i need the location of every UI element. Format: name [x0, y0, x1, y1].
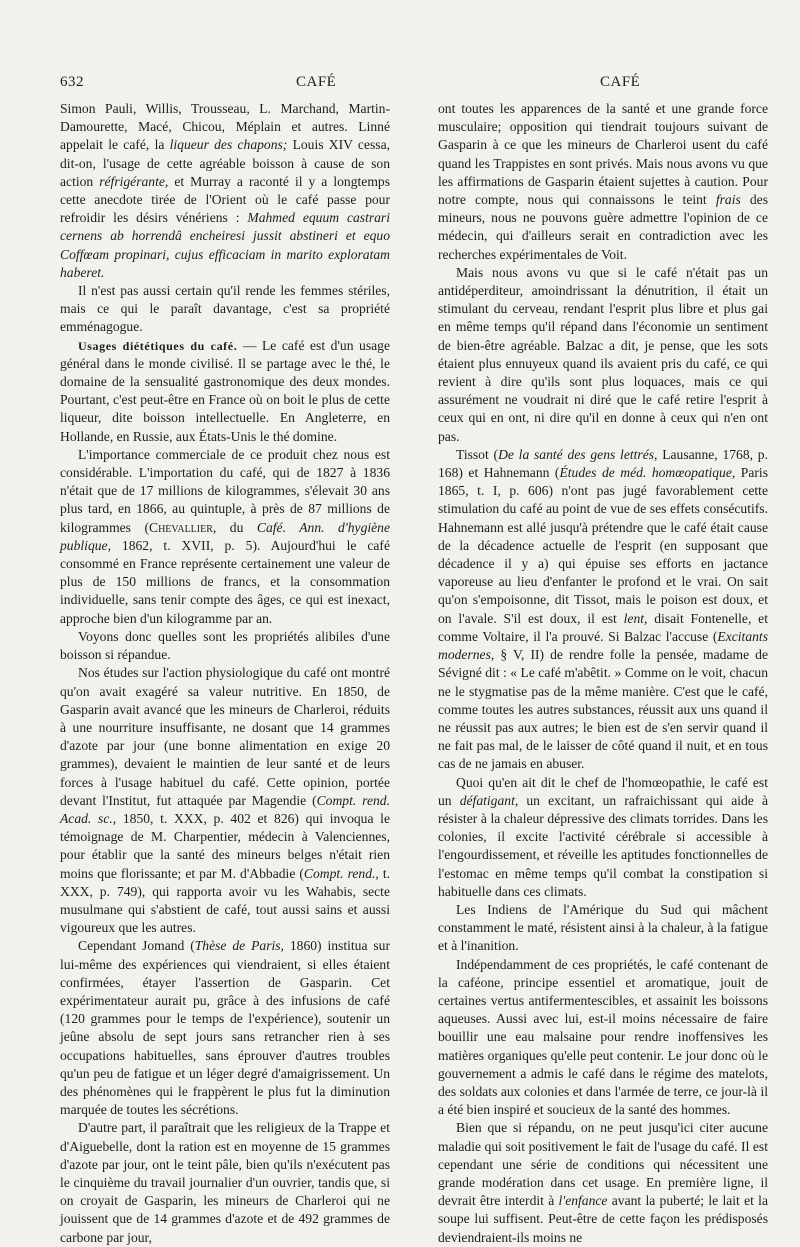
paragraph: Les Indiens de l'Amérique du Sud qui mâchent constamment le maté, résistent ainsi à la chaleur, à la fatigue et à l'inanition. — [438, 901, 768, 954]
left-column — [60, 100, 390, 1247]
page-header — [60, 74, 742, 98]
paragraph: ont toutes les apparences de la santé et une grande force musculaire; opposition qui tiendrait toujours suivant de Gasparin à ce que les mineurs de Charleroi usent du café quand les Trappistes en sont privés. Mais nous avons vu que les affirmations de Gasparin étaient sujettes à caution. Pour notre compte, nous qui connaissons le teint frais des mineurs, nous ne pouvons guère admettre l'opinion de ce médecin, qui d'ailleurs serait en contradiction avec les recherches expérimentales de Voit. — [438, 101, 768, 262]
paragraph: Quoi qu'en ait dit le chef de l'homœopathie, le café est un défatigant, un excitant, un rafraichissant qui aide à résister à la chaleur dépressive des climats torrides. Dans les colonies, il excite l'activité cérébrale si accessible à l'engourdissement, et réveille les aptitudes fonctionnelles de l'estomac en même temps qu'il combat la constipation si habituelle dans ces climats. — [438, 774, 768, 899]
paragraph: Mais nous avons vu que si le café n'était pas un antidéperditeur, amoindrissant la dénutrition, il était un stimulant du cerveau, rendant l'esprit plus libre et plus gai en même temps qu'il répand dans l'économie un sentiment de bien-être agréable. Balzac a dit, je pense, que les sots étaient plus ennuyeux quand ils avaient pris du café, ce qui revient à dire qu'ils sont plus loquaces, mais ce qui assurément ne voudrait ni diré que le café retire l'esprit à ceux qui en ont, ni dire qu'il en donne à ceux qui n'en ont pas. — [438, 264, 768, 444]
section-heading: Usages diététiques du café. — [78, 338, 238, 353]
paragraph: Cependant Jomand (Thèse de Paris, 1860) institua sur lui-même des expériences qui viendraient, si elles étaient confirmées, étayer l'assertion de Gasparin. Cet expérimentateur aurait pu, grâce à des infusions de café (120 grammes pour le temps de l'expérience), soutenir un jeûne absolu de sept jours sans retrancher rien à ses occupations habituelles, sans éprouver d'autres troubles qu'un peu de fatigue et un léger degré d'amaigrissement. Un des phénomènes qui le frappèrent le plus fut la diminution marquée de toutes les sécrétions. — [60, 938, 390, 1118]
paragraph: L'importance commerciale de ce produit chez nous est considérable. L'importation du café, qui de 1827 à 1836 n'était que de 17 millions de kilogrammes, s'élevait 30 ans plus tard, en 1866, au quintuple, à près de 87 millions de kilogrammes (Chevallier, du Café. Ann. d'hygiène publique, 1862, t. XVII, p. 5). Aujourd'hui le café consommé en France représente certainement une valeur de plus de 150 millions de francs, et la consommation individuelle, sans tenir compte des âges, ce qui est inexact, approche bien d'un kilogramme par an. — [60, 446, 391, 626]
paragraph: Indépendamment de ces propriétés, le café contenant de la caféone, principe essentiel et aromatique, jouit de certaines vertus antifermentescibles, et assainit les boissons aqueuses. Aussi avec lui, est-il moins nécessaire de faire bouillir une eau malsaine pour rendre inoffensives les matières organiques qu'elle peut contenir. Le jour donc où le gouvernement a admis le café dans le régime des matelots, des soldats aux colonies et dans l'armée de terre, ce jour-là il a été bien inspiré et soucieux de la santé des hommes. — [438, 956, 768, 1118]
paragraph: D'autre part, il paraîtrait que les religieux de la Trappe et d'Aiguebelle, dont la ration est en moyenne de 15 grammes d'azote par jour, ont le teint pâle, bien qu'ils n'exécutent pas le cinquième du travail journalier d'un ouvrier, tandis que, si on croyait de Gasparin, les mineurs de Charleroi qui ne jouissent que de 14 grammes d'azote et de 492 grammes de carbone par jour, — [60, 1120, 390, 1245]
running-head-left: CAFÉ — [296, 74, 337, 90]
paragraph: Il n'est pas aussi certain qu'il rende les femmes stériles, mais ce qui le paraît davantage, c'est sa propriété emménagogue. — [60, 283, 390, 335]
right-column — [438, 100, 768, 1247]
paragraph: Nos études sur l'action physiologique du café ont montré qu'on avait exagéré sa valeur nutritive. En 1850, de Gasparin avait avancé que les mineurs de Charleroi, réduits à une nourriture insuffisante, ne dosant que 14 grammes d'azote par jour (une bonne alimentation en exige 20 grammes), devaient le maintien de leur santé et de leurs forces à l'usage habituel du café. Cette opinion, portée devant l'Institut, fut attaquée par Magendie (Compt. rend. Acad. sc., 1850, t. XXX, p. 402 et 826) qui invoqua le témoignage de M. Charpentier, médecin à Valenciennes, pour établir que la santé des mineurs belges n'était rien moins que florissante; et par M. d'Abbadie (Compt. rend., t. XXX, p. 749), qui rapporta avoir vu les Wahabis, secte musulmane qui s'abstient de café, tout aussi sains et aussi vigoureux que les autres. — [60, 665, 390, 936]
section-paragraph: Usages diététiques du café. — Le café est d'un usage général dans le monde civilisé. Il se partage avec le thé, le domaine de la sensualité gastronomique des deux mondes. Pourtant, c'est peut-être en France où on boit le plus de cette liqueur, dite boisson intellectuelle. En Angleterre, en Hollande, en Russie, aux États-Unis le thé domine. — [60, 337, 391, 444]
page-number: 632 — [60, 74, 84, 90]
running-head-right: CAFÉ — [600, 74, 641, 90]
paragraph: Simon Pauli, Willis, Trousseau, L. Marchand, Martin-Damourette, Macé, Chicou, Méplain et autres. Linné appelait le café, la liqueur des chapons; Louis XIV cessa, dit-on, l'usage de cette agréable boisson à cause de son action réfrigérante, et Murray a raconté il y a longtemps cette anecdote tirée de l'Orient où le café passe pour refroidir les désirs vénériens : Mahmed equum castrari cernens ab horrendâ encheiresi jussit abstineri et equo Coffœam propinari, cujus efficaciam in marito exploratam haberet. — [60, 101, 390, 280]
paragraph: Bien que si répandu, on ne peut jusqu'ici citer aucune maladie qui soit positivement le fait de l'usage du café. Il est cependant une série de conditions qui nécessitent une grande modération dans cet usage. En première ligne, il devrait être interdit à l'enfance avant la puberté; le lait et la soupe lui suffisent. Peut-être de cette façon les prédisposés deviendraient-ils moins ne — [438, 1120, 768, 1245]
paragraph: Tissot (De la santé des gens lettrés, Lausanne, 1768, p. 168) et Hahnemann (Études de méd. homœopatique, Paris 1865, t. I, p. 606) n'ont pas jugé favorablement cette stimulation du café au point de vue de ses effets consécutifs. Hahnemann est allé jusqu'à prétendre que le café était cause de la décadence actuelle de l'esprit (en supposant que décadence il y a) qui épuise ses efforts en jactance vaporeuse au lieu d'enfanter le profond et le vrai. On sait qu'on s'empoisonne, dit Tissot, mais le poison est doux, et on l'avale. S'il est doux, il est lent, disait Fontenelle, et comme Voltaire, il l'a prouvé. Si Balzac l'accuse (Excitants modernes, § V, II) de rendre folle la pensée, madame de Sévigné dit : « Le café m'abêtit. » Comme on le voit, chacun ne le stygmatise pas de la même manière. C'est que le café, comme toutes les autres substances, réussit aux uns quand il ne réussit pas aux autres; le bien est de s'en servir quand il ne fait pas mal, de le laisser de côté quand il nuit, et en tous cas de ne jamais en abuser. — [438, 446, 769, 772]
paragraph: Voyons donc quelles sont les propriétés alibiles d'une boisson si répandue. — [60, 628, 390, 663]
